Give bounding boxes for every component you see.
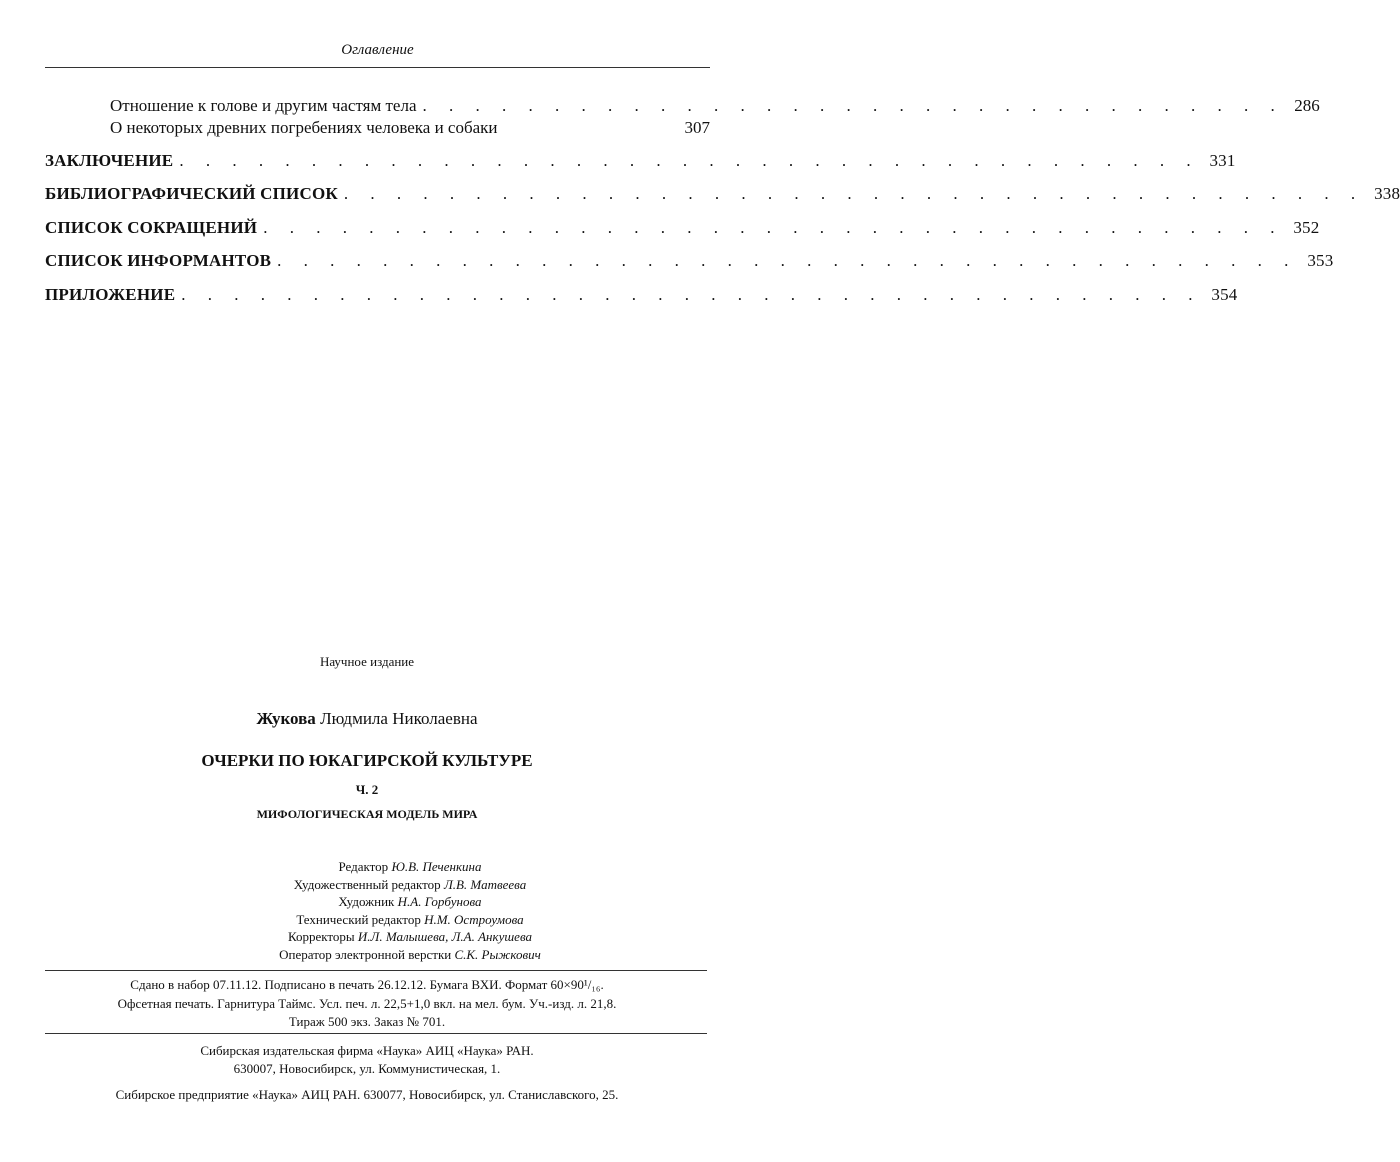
toc-entry-page: 352 (1293, 218, 1320, 237)
toc-entry-page: 307 (684, 118, 710, 137)
credit-line (130, 946, 690, 964)
credit-name: Н.М. Остроумова (424, 911, 524, 927)
toc-entry-page: 331 (1209, 151, 1236, 170)
toc-entry-label: О некоторых древних погребениях человека и собаки (110, 118, 498, 137)
publisher-line: 630007, Новосибирск, ул. Коммунистическая, 1. (233, 1061, 501, 1076)
credit-name: Ю.В. Печенкина (391, 859, 482, 874)
toc-entry (45, 218, 1320, 238)
imprint-line: Офсетная печать. Гарнитура Таймс. Усл. печ. л. 22,5+1,0 вкл. на мел. бум. Уч.-изд. л. 21,8. (117, 995, 617, 1011)
credit-role: Технический редактор (296, 911, 421, 927)
imprint-line: Сдано в набор 07.11.12. Подписано в печать 26.12.12. Бумага ВХИ. Формат 60×90¹/₁₆. (130, 977, 604, 992)
credit-line (130, 858, 690, 876)
imprint-line: Тираж 500 экз. Заказ № 701. (288, 1014, 446, 1029)
toc-entry (45, 151, 1236, 171)
toc-entry-page: 338 (1374, 184, 1400, 203)
dot-leader: . . . . . . . . . . . . . . . . . . . . . . . . . . . . . . . . . . . . . . . (181, 285, 1202, 304)
toc-entry-page: 354 (1211, 285, 1238, 304)
header-rule (45, 67, 710, 68)
credit-name: Н.А. Горбунова (397, 894, 482, 910)
toc-entry (110, 118, 710, 138)
divider-rule (45, 970, 707, 971)
divider-rule (45, 1033, 707, 1034)
book-part: Ч. 2 (355, 782, 379, 797)
toc-entry-label: ПРИЛОЖЕНИЕ (45, 285, 176, 304)
credit-line (130, 893, 690, 911)
credit-line (130, 876, 690, 894)
toc-entry-label: СПИСОК СОКРАЩЕНИЙ (45, 218, 258, 237)
credit-line (130, 911, 690, 929)
credit-name: С.К. Рыжкович (454, 946, 541, 962)
toc-entry (110, 96, 1320, 116)
author (0, 709, 734, 729)
credit-name: И.Л. Малышева, Л.А. Анкушева (357, 929, 532, 945)
toc-entry (45, 184, 1400, 204)
toc-entry (45, 251, 1334, 271)
printer-line: Сибирское предприятие «Наука» АИЦ РАН. 630077, Новосибирск, ул. Станиславского, 25. (115, 1087, 619, 1102)
credit-role: Оператор электронной верстки (279, 946, 452, 962)
toc-entry-page: 353 (1307, 251, 1334, 270)
toc-entry-label: ЗАКЛЮЧЕНИЕ (45, 151, 174, 170)
publisher-line: Сибирская издательская фирма «Наука» АИЦ «Наука» РАН. (200, 1043, 534, 1058)
credit-role: Художник (338, 894, 395, 910)
dot-leader: . . . . . . . . . . . . . . . . . . . . . . . . . . . . . . . . . . . . . . . (179, 151, 1200, 170)
credit-role: Корректоры (287, 929, 355, 945)
credit-name: Л.В. Матвеева (443, 876, 527, 892)
toc-entry-label: СПИСОК ИНФОРМАНТОВ (45, 251, 272, 270)
dot-leader: . . . . . . . . . . . . . . . . . . . . . . . . . . . . . . . . . . . . . . . (263, 218, 1284, 237)
author-name: Людмила Николаевна (320, 709, 478, 728)
book-title: ОЧЕРКИ ПО ЮКАГИРСКОЙ КУЛЬТУРЕ (201, 751, 533, 770)
running-header: Оглавление (341, 42, 414, 58)
edition-type: Научное издание (319, 654, 415, 669)
credits (130, 858, 690, 964)
book-subtitle: МИФОЛОГИЧЕСКАЯ МОДЕЛЬ МИРА (256, 807, 478, 821)
credit-role: Художественный редактор (293, 876, 441, 892)
dot-leader: . . . . . . . . . . . . . . . . . . . . . . . . . . . . . . . . . (422, 96, 1284, 115)
imprint (20, 976, 714, 1032)
credit-role: Редактор (338, 859, 389, 874)
author-surname: Жукова (256, 709, 316, 728)
toc-entry-label: БИБЛИОГРАФИЧЕСКИЙ СПИСОК (45, 184, 338, 203)
toc-entry-label: Отношение к голове и другим частям тела (110, 96, 417, 115)
credit-line (130, 928, 690, 946)
dot-leader: . . . . . . . . . . . . . . . . . . . . . . . . . . . . . . . . . . . . . . . (277, 251, 1298, 270)
dot-leader: . . . . . . . . . . . . . . . . . . . . . . . . . . . . . . . . . . . . . . . (343, 184, 1365, 203)
toc-entry-page: 286 (1294, 96, 1320, 115)
toc-entry (45, 285, 1238, 305)
